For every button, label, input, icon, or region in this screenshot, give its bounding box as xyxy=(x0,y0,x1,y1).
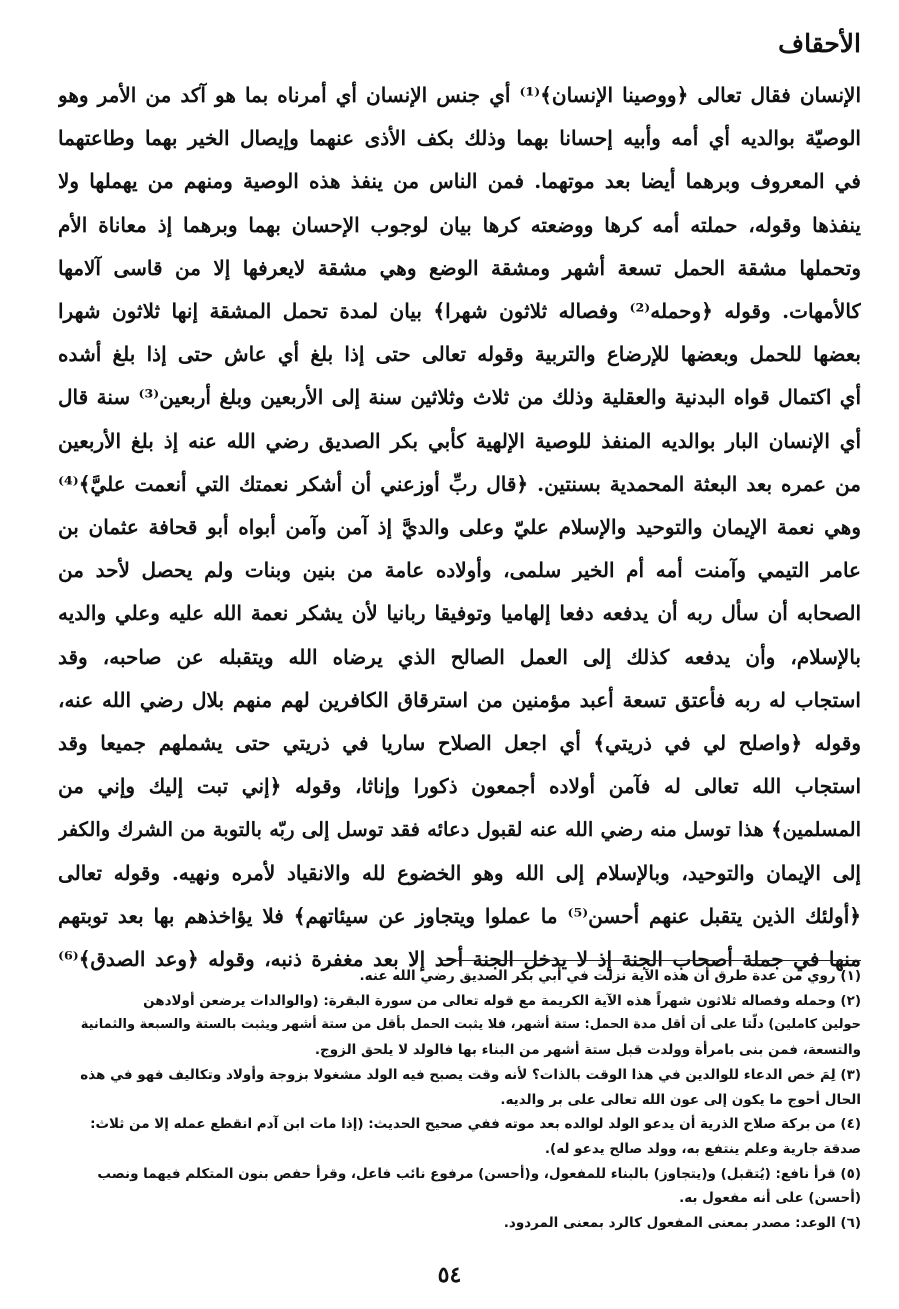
text-line: بعضها للحمل وبعضها للإرضاع والتربية وقوله تعالى حتى إذا بلغ أي عاش حتى إذا بلغ أشده xyxy=(58,342,861,367)
text-line: عامر التيمي وآمنت أمه أم الخير سلمى، وأولاده عامة من بنين وبنات ولم يحصل لأحد من xyxy=(58,558,861,583)
text-line: وتحملها مشقة الحمل تسعة أشهر ومشقة الوضع وهي مشقة لايعرفها إلا من قاسى آلامها xyxy=(58,255,861,280)
footnote-2-cont: حولين كاملين) دلّتا على أن أقل مدة الحمل: ستة أشهر، فلا يثبت الحمل بأقل من ستة أشهر ويثبت بالستة والسبعة والثمانية xyxy=(80,1017,861,1033)
page-number: ٥٤ xyxy=(437,1262,462,1288)
text-line: من عمره بعد البعثة المحمدية بسنتين. ﴿قال ربِّ أوزعني أن أشكر نعمتك التي أنعمت عليَّ﴾⁽⁴⁾ xyxy=(58,471,861,496)
text-line: المسلمين﴾ هذا توسل منه رضي الله عنه لقبول دعائه فقد توسل إلى ربّه بالتوبة من الشرك والكفر xyxy=(58,818,861,842)
text-line: إلى الإيمان والتوحيد، وبالإسلام إلى الله وهو الخضوع لله والانقياد لأمره ونهيه. وقوله تعالى xyxy=(58,860,861,885)
footnote-3: (٣) لِمَ خص الدعاء للوالدين في هذا الوقت بالذات؟ لأنه وقت يصبح فيه الولد مشغولا بزوجة وأولاد وتكاليف فهو في هذه xyxy=(80,1066,861,1083)
text-line: أي الإنسان البار بوالديه المنفذ للوصية الإلهية كأبي بكر الصديق رضي الله عنه إذ بلغ الأربعين xyxy=(58,428,861,453)
text-line: الوصيّة بوالديه أي أمه وأبيه إحسانا بهما وذلك بكف الأذى عنهما وإيصال الخير بهما وطاعتهما xyxy=(58,126,861,151)
footnote-5-cont: (أحسن) على أنه مفعول به. xyxy=(679,1190,861,1207)
text-line: وهي نعمة الإيمان والتوحيد والإسلام عليّ وعلى والديَّ إذ آمن وآمن أبواه أبو قحافة عثمان بن xyxy=(58,515,861,540)
footnote-2: (٢) وحمله وفصاله ثلاثون شهراً هذه الآية الكريمة مع قوله تعالى من سورة البقرة: (والوالدات يرضعن أولادهن xyxy=(143,992,861,1009)
footnote-1: (١) روي من عدة طرق أن هذه الآية نزلت في أبي بكر الصديق رضي الله عنه. xyxy=(359,968,861,984)
text-line: ﴿أولئك الذين يتقبل عنهم أحسن⁽⁵⁾ ما عملوا ويتجاوز عن سيئاتهم﴾ فلا يؤاخذهم بها بعد توبتهم xyxy=(58,903,861,928)
text-line: كالأمهات. وقوله ﴿وحمله⁽²⁾ وفصاله ثلاثون شهرا﴾ بيان لمدة تحمل المشقة إنها ثلاثون شهرا xyxy=(58,299,861,324)
text-line: الإنسان فقال تعالى ﴿ووصينا الإنسان﴾⁽¹⁾ أي جنس الإنسان أي أمرناه بما هو آكد من الأمر وهو xyxy=(58,83,861,107)
text-line: منها في جملة أصحاب الجنة إذ لا يدخل الجنة أحد إلا بعد مغفرة ذنبه، وقوله ﴿وعد الصدق﴾⁽⁶⁾ xyxy=(58,947,861,972)
text-line: في المعروف وبرهما أيضا بعد موتهما. فمن الناس من ينفذ هذه الوصية ومنهم من يهملها ولا xyxy=(58,169,861,194)
footnote-6: (٦) الوعد: مصدر بمعنى المفعول كالرد بمعنى المردود. xyxy=(503,1215,861,1232)
text-line: الصحابه أن سأل ربه أن يدفعه دفعا إلهاميا وتوفيقا ربانيا لأن يشكر نعمة الله عليه وعلي والديه xyxy=(58,601,861,626)
footnotes xyxy=(58,964,861,1236)
footnote-5: (٥) قرأ نافع: (يُتقبل) و(يتجاوز) بالبناء للمفعول، و(أحسن) مرفوع نائب فاعل، وقرأ حفص بنون المتكلم فيهما ونصب xyxy=(97,1165,861,1182)
text-line: وقوله ﴿واصلح لي في ذريتي﴾ أي اجعل الصلاح ساريا في ذريتي حتى يشملهم جميعا وقد xyxy=(58,731,861,756)
surah-title: الأحقاف xyxy=(778,29,861,58)
text-line: أي اكتمال قواه البدنية والعقلية وذلك من ثلاث وثلاثين سنة إلى الأربعين وبلغ أربعين⁽³⁾ سنة قال xyxy=(58,385,861,410)
footnote-4-cont: صدقة جارية وعلم ينتفع به، وولد صالح يدعو له). xyxy=(544,1140,861,1157)
text-line: استجاب الله تعالى له فآمن أولاده أجمعون ذكورا وإناثا، وقوله ﴿إني تبت إليك وإني من xyxy=(58,774,861,799)
footnote-divider xyxy=(441,960,861,961)
footnote-3-cont: الحال أحوج ما يكون إلى عون الله تعالى على بر والديه. xyxy=(500,1091,861,1108)
text-line: ينفذها وقوله، حملته أمه كرها ووضعته كرها بيان لوجوب الإحسان بهما وبرهما إذ معاناة الأم xyxy=(58,212,861,237)
footnote-2-cont: والتسعة، فمن بنى بامرأة وولدت قبل ستة أشهر من البناء بها فالولد لا يلحق الزوج. xyxy=(314,1042,861,1059)
footnote-4: (٤) من بركة صلاح الذرية أن يدعو الولد لوالده بعد موته ففي صحيح الحديث: (إذا مات ابن آدم انقطع عمله إلا من ثلاث: xyxy=(90,1116,861,1133)
text-line: بالإسلام، وأن يدفعه كذلك إلى العمل الصالح الذي يرضاه الله ويتقبله عن صاحبه، وقد xyxy=(58,644,861,669)
text-line: استجاب له ربه فأعتق تسعة أعبد مؤمنين من استرقاق الكافرين لهم منهم بلال رضي الله عنه، xyxy=(58,687,861,712)
main-text xyxy=(58,74,861,981)
